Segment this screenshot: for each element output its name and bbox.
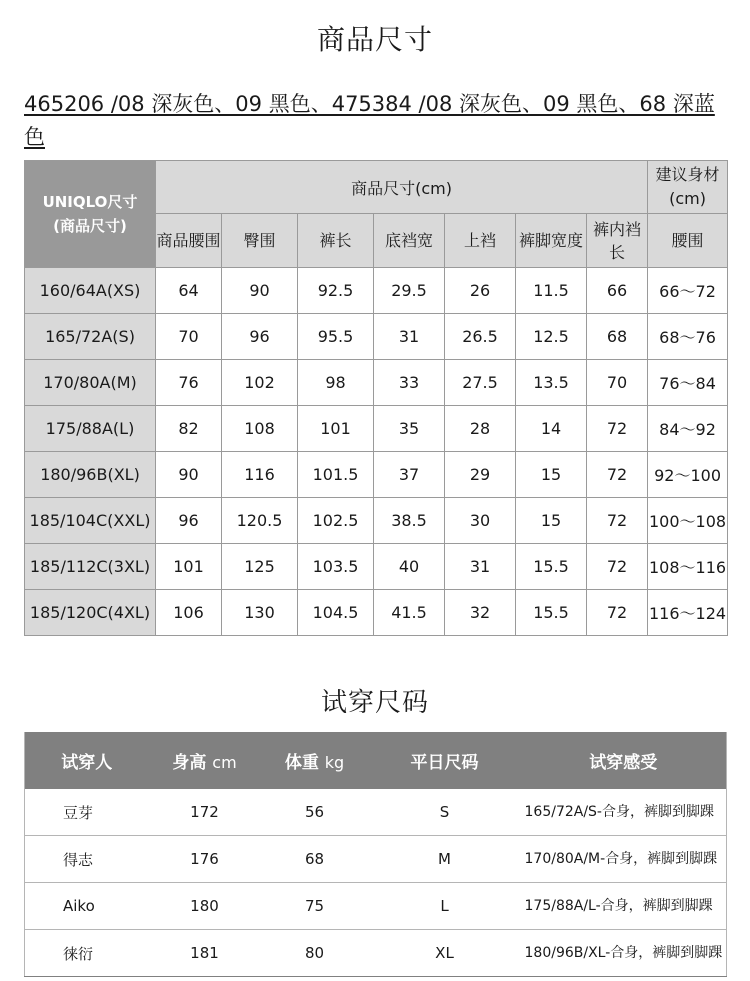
trial-title: 试穿尺码 [320, 688, 429, 718]
size-value-cell: 130 [222, 590, 298, 636]
size-value-cell: 104.5 [298, 590, 374, 636]
size-value-cell: 26.5 [445, 314, 516, 360]
product-title-link[interactable]: 465206 /08 深灰色、09 黑色、475384 /08 深灰色、09 黑色、68 深蓝色 [24, 92, 715, 149]
size-value-cell: 102 [222, 360, 298, 406]
size-row [25, 452, 728, 498]
size-value-cell: 82 [156, 406, 222, 452]
size-value-cell: 13.5 [516, 360, 587, 406]
trial-feeling-cell: 165/72A/S-合身，裤脚到脚踝 [521, 789, 727, 836]
size-value-cell: 41.5 [374, 590, 445, 636]
trial-weight-cell: 80 [261, 930, 369, 977]
size-label-cell: 175/88A(L) [25, 406, 156, 452]
suggest-line2: (cm) [669, 189, 706, 208]
size-row [25, 406, 728, 452]
size-group-header: 商品尺寸(cm) [156, 161, 648, 214]
size-subheader: 裤长 [298, 214, 374, 268]
size-value-cell: 72 [587, 544, 648, 590]
size-value-cell: 108 [222, 406, 298, 452]
size-value-cell: 98 [298, 360, 374, 406]
weight-label: 体重 [284, 753, 319, 773]
size-value-cell: 116 [222, 452, 298, 498]
trial-header-feeling: 试穿感受 [521, 732, 727, 789]
trial-feeling-cell: 175/88A/L-合身，裤脚到脚踝 [521, 883, 727, 930]
trial-size-cell: L [369, 883, 521, 930]
trial-size-cell: S [369, 789, 521, 836]
size-value-cell: 29.5 [374, 268, 445, 314]
trial-header-person: 试穿人 [25, 732, 149, 789]
size-header-corner [25, 161, 156, 268]
size-value-cell: 72 [587, 452, 648, 498]
size-label-cell: 185/112C(3XL) [25, 544, 156, 590]
size-value-cell: 101.5 [298, 452, 374, 498]
size-value-cell: 68 [587, 314, 648, 360]
size-value-cell: 12.5 [516, 314, 587, 360]
size-value-cell: 125 [222, 544, 298, 590]
size-subheader: 臀围 [222, 214, 298, 268]
trial-feeling-cell: 180/96B/XL-合身，裤脚到脚踝 [521, 930, 727, 977]
size-subheader: 裤内裆长 [587, 214, 648, 268]
trial-person-cell: 徕衍 [25, 930, 149, 977]
trial-size-cell: XL [369, 930, 521, 977]
size-value-cell: 100～108 [648, 498, 728, 544]
size-value-cell: 38.5 [374, 498, 445, 544]
trial-person-cell: Aiko [25, 883, 149, 930]
trial-height-cell: 172 [149, 789, 261, 836]
corner-line1: UNIQLO尺寸 [42, 193, 138, 211]
trial-weight-cell: 68 [261, 836, 369, 883]
size-value-cell: 96 [156, 498, 222, 544]
size-value-cell: 28 [445, 406, 516, 452]
size-row [25, 314, 728, 360]
size-value-cell: 70 [587, 360, 648, 406]
size-label-cell: 165/72A(S) [25, 314, 156, 360]
trial-person-cell: 豆芽 [25, 789, 149, 836]
size-subheader: 腰围 [648, 214, 728, 268]
size-subheader: 商品腰围 [156, 214, 222, 268]
corner-line2: (商品尺寸) [53, 217, 127, 235]
size-value-cell: 102.5 [298, 498, 374, 544]
trial-person-cell: 得志 [25, 836, 149, 883]
size-value-cell: 64 [156, 268, 222, 314]
size-value-cell: 33 [374, 360, 445, 406]
size-value-cell: 14 [516, 406, 587, 452]
trial-height-cell: 176 [149, 836, 261, 883]
trial-row [25, 883, 727, 930]
height-label: 身高 [172, 753, 207, 773]
weight-unit: kg [324, 753, 345, 772]
size-value-cell: 72 [587, 590, 648, 636]
size-value-cell: 106 [156, 590, 222, 636]
size-value-cell: 103.5 [298, 544, 374, 590]
size-value-cell: 15 [516, 498, 587, 544]
trial-header-row [25, 732, 727, 789]
size-value-cell: 90 [156, 452, 222, 498]
size-value-cell: 11.5 [516, 268, 587, 314]
size-value-cell: 37 [374, 452, 445, 498]
size-value-cell: 90 [222, 268, 298, 314]
size-label-cell: 180/96B(XL) [25, 452, 156, 498]
size-value-cell: 116～124 [648, 590, 728, 636]
size-value-cell: 15 [516, 452, 587, 498]
trial-row [25, 836, 727, 883]
page-title: 商品尺寸 [316, 23, 433, 56]
size-label-cell: 160/64A(XS) [25, 268, 156, 314]
size-row [25, 498, 728, 544]
size-value-cell: 66 [587, 268, 648, 314]
size-value-cell: 96 [222, 314, 298, 360]
size-row [25, 268, 728, 314]
trial-weight-cell: 56 [261, 789, 369, 836]
size-value-cell: 32 [445, 590, 516, 636]
size-value-cell: 29 [445, 452, 516, 498]
trial-header-weight [261, 732, 369, 789]
size-value-cell: 76 [156, 360, 222, 406]
suggest-header [648, 161, 728, 214]
size-value-cell: 76～84 [648, 360, 728, 406]
size-value-cell: 15.5 [516, 544, 587, 590]
size-row [25, 360, 728, 406]
trial-header-height [149, 732, 261, 789]
size-value-cell: 30 [445, 498, 516, 544]
size-subheader: 上裆 [445, 214, 516, 268]
size-value-cell: 31 [445, 544, 516, 590]
size-value-cell: 101 [156, 544, 222, 590]
size-value-cell: 40 [374, 544, 445, 590]
size-row [25, 544, 728, 590]
trial-table [24, 732, 727, 977]
size-value-cell: 95.5 [298, 314, 374, 360]
size-table [24, 160, 728, 636]
size-value-cell: 15.5 [516, 590, 587, 636]
trial-row [25, 789, 727, 836]
size-value-cell: 72 [587, 406, 648, 452]
trial-size-cell: M [369, 836, 521, 883]
size-label-cell: 170/80A(M) [25, 360, 156, 406]
size-value-cell: 31 [374, 314, 445, 360]
size-value-cell: 27.5 [445, 360, 516, 406]
size-value-cell: 92.5 [298, 268, 374, 314]
trial-feeling-cell: 170/80A/M-合身，裤脚到脚踝 [521, 836, 727, 883]
size-subheader: 裤脚宽度 [516, 214, 587, 268]
size-value-cell: 68～76 [648, 314, 728, 360]
trial-height-cell: 180 [149, 883, 261, 930]
height-unit: cm [212, 753, 237, 772]
size-label-cell: 185/104C(XXL) [25, 498, 156, 544]
trial-weight-cell: 75 [261, 883, 369, 930]
size-value-cell: 70 [156, 314, 222, 360]
size-subheader: 底裆宽 [374, 214, 445, 268]
size-value-cell: 101 [298, 406, 374, 452]
size-value-cell: 72 [587, 498, 648, 544]
size-value-cell: 92～100 [648, 452, 728, 498]
size-label-cell: 185/120C(4XL) [25, 590, 156, 636]
trial-row [25, 930, 727, 977]
trial-height-cell: 181 [149, 930, 261, 977]
suggest-line1: 建议身材 [655, 165, 720, 184]
size-value-cell: 108～116 [648, 544, 728, 590]
size-value-cell: 66～72 [648, 268, 728, 314]
size-value-cell: 35 [374, 406, 445, 452]
size-value-cell: 120.5 [222, 498, 298, 544]
size-row [25, 590, 728, 636]
trial-header-usual-size: 平日尺码 [369, 732, 521, 789]
size-value-cell: 84～92 [648, 406, 728, 452]
size-value-cell: 26 [445, 268, 516, 314]
